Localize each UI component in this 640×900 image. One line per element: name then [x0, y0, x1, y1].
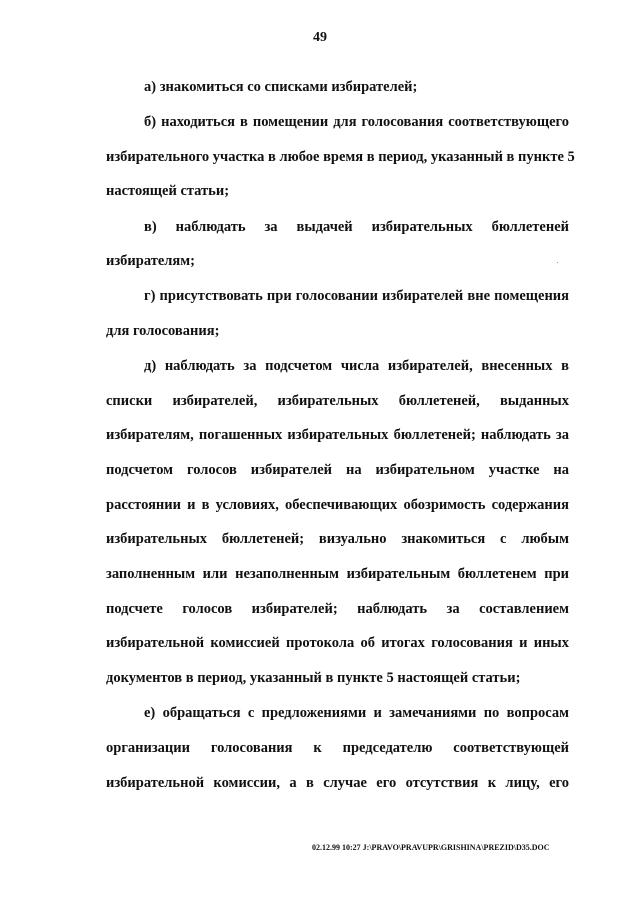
text-line: расстоянии и в условиях, обеспечивающих обозримость содержания: [106, 497, 569, 513]
text-line: подсчетом голосов избирателей на избирательном участке на: [106, 462, 569, 478]
text-line: настоящей статьи;: [106, 183, 230, 199]
scan-speck: [557, 262, 558, 263]
text-line: избирательной комиссии, а в случае его отсутствия к лицу, его: [106, 775, 569, 791]
page-number: 49: [313, 30, 327, 45]
text-line: списки избирателей, избирательных бюллетеней, выданных: [106, 393, 569, 409]
text-line: г) присутствовать при голосовании избирателей вне помещения: [144, 288, 569, 304]
text-line: е) обращаться с предложениями и замечаниями по вопросам: [144, 705, 569, 721]
text-line: заполненным или незаполненным избирательным бюллетенем при: [106, 566, 569, 582]
text-line: избирателям, погашенных избирательных бюллетеней; наблюдать за: [106, 427, 569, 443]
text-line: документов в период, указанный в пункте 5 настоящей статьи;: [106, 670, 521, 686]
text-line: б) находиться в помещении для голосования соответствующего: [144, 114, 569, 130]
text-line: избирательной комиссией протокола об итогах голосования и иных: [106, 635, 569, 651]
text-line: а) знакомиться со списками избирателей;: [144, 79, 418, 95]
text-line: в) наблюдать за выдачей избирательных бюллетеней: [144, 219, 569, 235]
text-line: для голосования;: [106, 323, 220, 339]
text-line: избирателям;: [106, 253, 195, 269]
text-line: организации голосования к председателю соответствующей: [106, 740, 569, 756]
text-line: избирательных бюллетеней; визуально знакомиться с любым: [106, 531, 569, 547]
text-line: подсчете голосов избирателей; наблюдать за составлением: [106, 601, 569, 617]
footer-file-path: 02.12.99 10:27 J:\PRAVO\PRAVUPR\GRISHINA\PREZID\D35.DOC: [312, 843, 550, 852]
text-line: д) наблюдать за подсчетом числа избирателей, внесенных в: [144, 358, 569, 374]
text-line: избирательного участка в любое время в период, указанный в пункте 5: [106, 149, 575, 165]
